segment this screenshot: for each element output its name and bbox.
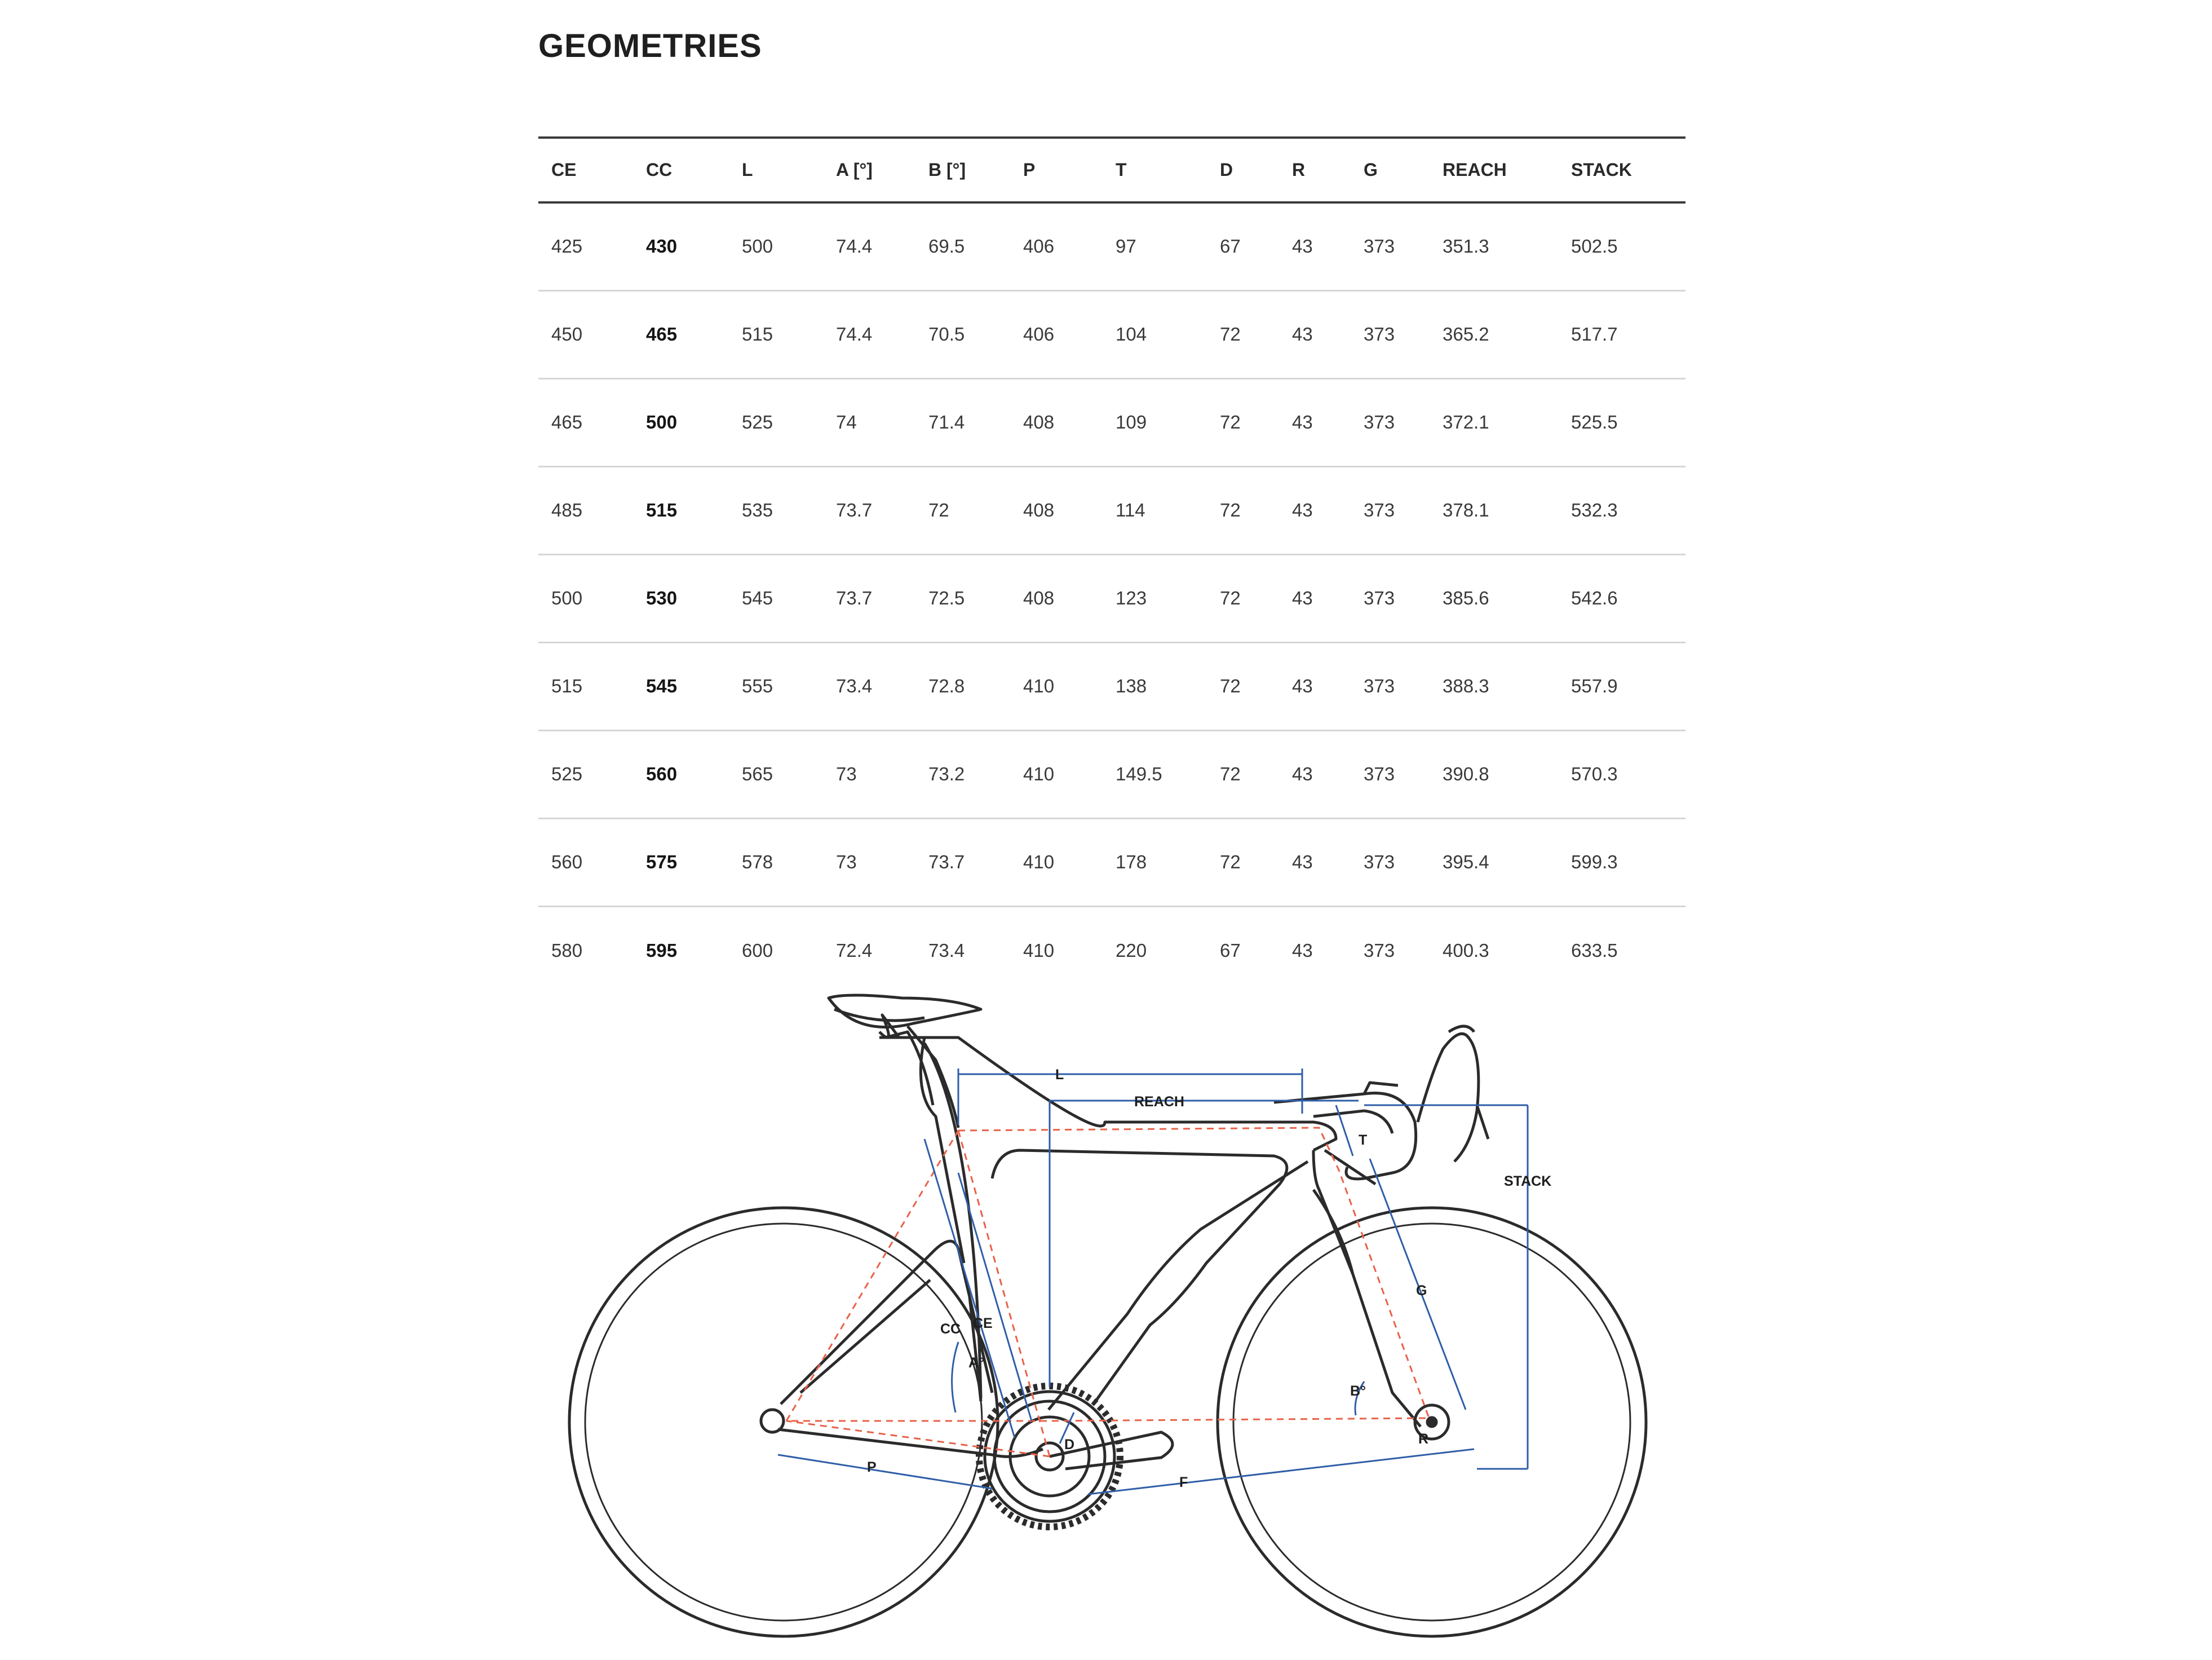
cell-p: 410 (1023, 939, 1055, 961)
label-f: F (1179, 1474, 1188, 1490)
cell-p: 410 (1023, 763, 1055, 784)
cell-stack: 570.3 (1571, 763, 1618, 784)
cell-p: 406 (1023, 324, 1055, 345)
cell-stack: 557.9 (1571, 676, 1618, 696)
cell-ce: 450 (551, 324, 583, 345)
cell-r: 43 (1292, 939, 1313, 961)
geometry-lines (786, 1128, 1429, 1456)
cell-r: 43 (1292, 763, 1313, 784)
cell-l: 500 (742, 236, 773, 257)
cell-a: 74 (836, 412, 857, 432)
cell-g: 373 (1364, 324, 1395, 345)
cell-d: 72 (1220, 500, 1241, 520)
column-header-stack: STACK (1571, 160, 1632, 180)
cell-reach: 372.1 (1443, 412, 1489, 432)
cell-g: 373 (1364, 851, 1395, 872)
cell-t: 104 (1116, 324, 1147, 345)
cell-t: 178 (1116, 851, 1147, 872)
cell-reach: 390.8 (1443, 763, 1489, 784)
cell-cc: 575 (646, 851, 678, 872)
label-g: G (1416, 1283, 1427, 1299)
cell-stack: 517.7 (1571, 324, 1618, 345)
label-l: L (1055, 1067, 1064, 1083)
label-t: T (1359, 1132, 1368, 1148)
cell-l: 535 (742, 500, 773, 520)
cell-b: 73.2 (928, 763, 965, 784)
label-r: R (1418, 1431, 1429, 1447)
cell-p: 408 (1023, 412, 1055, 432)
cell-cc: 560 (646, 763, 678, 784)
cell-cc: 530 (646, 588, 678, 608)
column-header-b: B [°] (928, 160, 966, 180)
label-a: A° (968, 1355, 985, 1371)
label-stack: STACK (1504, 1173, 1552, 1189)
cell-a: 74.4 (836, 236, 873, 257)
cell-reach: 365.2 (1443, 324, 1489, 345)
cell-reach: 400.3 (1443, 939, 1489, 961)
column-header-l: L (742, 160, 753, 180)
cell-stack: 502.5 (1571, 236, 1618, 257)
column-header-p: P (1023, 160, 1036, 180)
column-header-d: D (1220, 160, 1233, 180)
label-cc: CC (940, 1321, 961, 1337)
cell-a: 72.4 (836, 939, 873, 961)
cell-ce: 485 (551, 500, 583, 520)
label-reach: REACH (1134, 1094, 1184, 1110)
cell-ce: 580 (551, 939, 583, 961)
cell-p: 410 (1023, 676, 1055, 696)
cell-a: 73.7 (836, 588, 873, 608)
cell-g: 373 (1364, 763, 1395, 784)
label-ce: CE (973, 1315, 993, 1331)
column-header-g: G (1364, 160, 1378, 180)
cell-ce: 425 (551, 236, 583, 257)
cell-t: 123 (1116, 588, 1147, 608)
cell-reach: 378.1 (1443, 500, 1489, 520)
cell-b: 69.5 (928, 236, 965, 257)
cell-r: 43 (1292, 500, 1313, 520)
cell-b: 72.8 (928, 676, 965, 696)
cell-d: 72 (1220, 324, 1241, 345)
cell-g: 373 (1364, 676, 1395, 696)
cell-b: 73.4 (928, 939, 965, 961)
cell-cc: 545 (646, 676, 678, 696)
cell-ce: 515 (551, 676, 583, 696)
cell-cc: 500 (646, 412, 678, 432)
cell-p: 410 (1023, 851, 1055, 872)
cell-r: 43 (1292, 851, 1313, 872)
label-b: B° (1350, 1383, 1366, 1399)
label-d: D (1064, 1437, 1075, 1452)
cell-reach: 388.3 (1443, 676, 1489, 696)
cell-reach: 351.3 (1443, 236, 1489, 257)
cell-l: 578 (742, 851, 773, 872)
cell-stack: 542.6 (1571, 588, 1618, 608)
cell-a: 74.4 (836, 324, 873, 345)
column-header-reach: REACH (1443, 160, 1507, 180)
cell-t: 97 (1116, 236, 1136, 257)
cell-g: 373 (1364, 588, 1395, 608)
cell-b: 71.4 (928, 412, 965, 432)
cell-r: 43 (1292, 324, 1313, 345)
cell-p: 408 (1023, 588, 1055, 608)
cell-b: 72 (928, 500, 949, 520)
cell-a: 73 (836, 851, 857, 872)
page-title: GEOMETRIES (538, 28, 762, 64)
cell-d: 67 (1220, 939, 1241, 961)
cell-stack: 599.3 (1571, 851, 1618, 872)
cell-l: 515 (742, 324, 773, 345)
cell-l: 545 (742, 588, 773, 608)
cell-d: 72 (1220, 412, 1241, 432)
column-header-r: R (1292, 160, 1306, 180)
cell-l: 525 (742, 412, 773, 432)
cell-d: 72 (1220, 588, 1241, 608)
cell-stack: 525.5 (1571, 412, 1618, 432)
label-p: P (867, 1459, 877, 1475)
cell-g: 373 (1364, 500, 1395, 520)
column-header-a: A [°] (836, 160, 873, 180)
cell-g: 373 (1364, 939, 1395, 961)
cell-cc: 430 (646, 236, 678, 257)
cell-t: 114 (1116, 500, 1145, 520)
cell-b: 72.5 (928, 588, 965, 608)
cell-g: 373 (1364, 412, 1395, 432)
cell-a: 73 (836, 763, 857, 784)
cell-ce: 465 (551, 412, 583, 432)
cell-d: 72 (1220, 763, 1241, 784)
cell-p: 408 (1023, 500, 1055, 520)
cell-reach: 395.4 (1443, 851, 1489, 872)
cell-l: 600 (742, 939, 773, 961)
cell-cc: 595 (646, 939, 678, 961)
cell-r: 43 (1292, 412, 1313, 432)
cell-reach: 385.6 (1443, 588, 1489, 608)
cell-ce: 560 (551, 851, 583, 872)
cell-l: 565 (742, 763, 773, 784)
cell-t: 220 (1116, 939, 1147, 961)
cell-a: 73.4 (836, 676, 873, 696)
cell-l: 555 (742, 676, 773, 696)
cell-r: 43 (1292, 588, 1313, 608)
cell-p: 406 (1023, 236, 1055, 257)
cell-b: 70.5 (928, 324, 965, 345)
column-header-cc: CC (646, 160, 673, 180)
cell-ce: 525 (551, 763, 583, 784)
cell-g: 373 (1364, 236, 1395, 257)
column-header-t: T (1116, 160, 1127, 180)
cell-b: 73.7 (928, 851, 965, 872)
column-header-ce: CE (551, 160, 577, 180)
cell-r: 43 (1292, 236, 1313, 257)
cell-t: 109 (1116, 412, 1147, 432)
cell-t: 149.5 (1116, 763, 1162, 784)
cell-d: 72 (1220, 851, 1241, 872)
cell-d: 67 (1220, 236, 1241, 257)
cell-r: 43 (1292, 676, 1313, 696)
cell-a: 73.7 (836, 500, 873, 520)
cell-stack: 532.3 (1571, 500, 1618, 520)
cell-t: 138 (1116, 676, 1147, 696)
cell-stack: 633.5 (1571, 939, 1618, 961)
cell-cc: 515 (646, 500, 678, 520)
cell-ce: 500 (551, 588, 583, 608)
cell-cc: 465 (646, 324, 678, 345)
cell-d: 72 (1220, 676, 1241, 696)
